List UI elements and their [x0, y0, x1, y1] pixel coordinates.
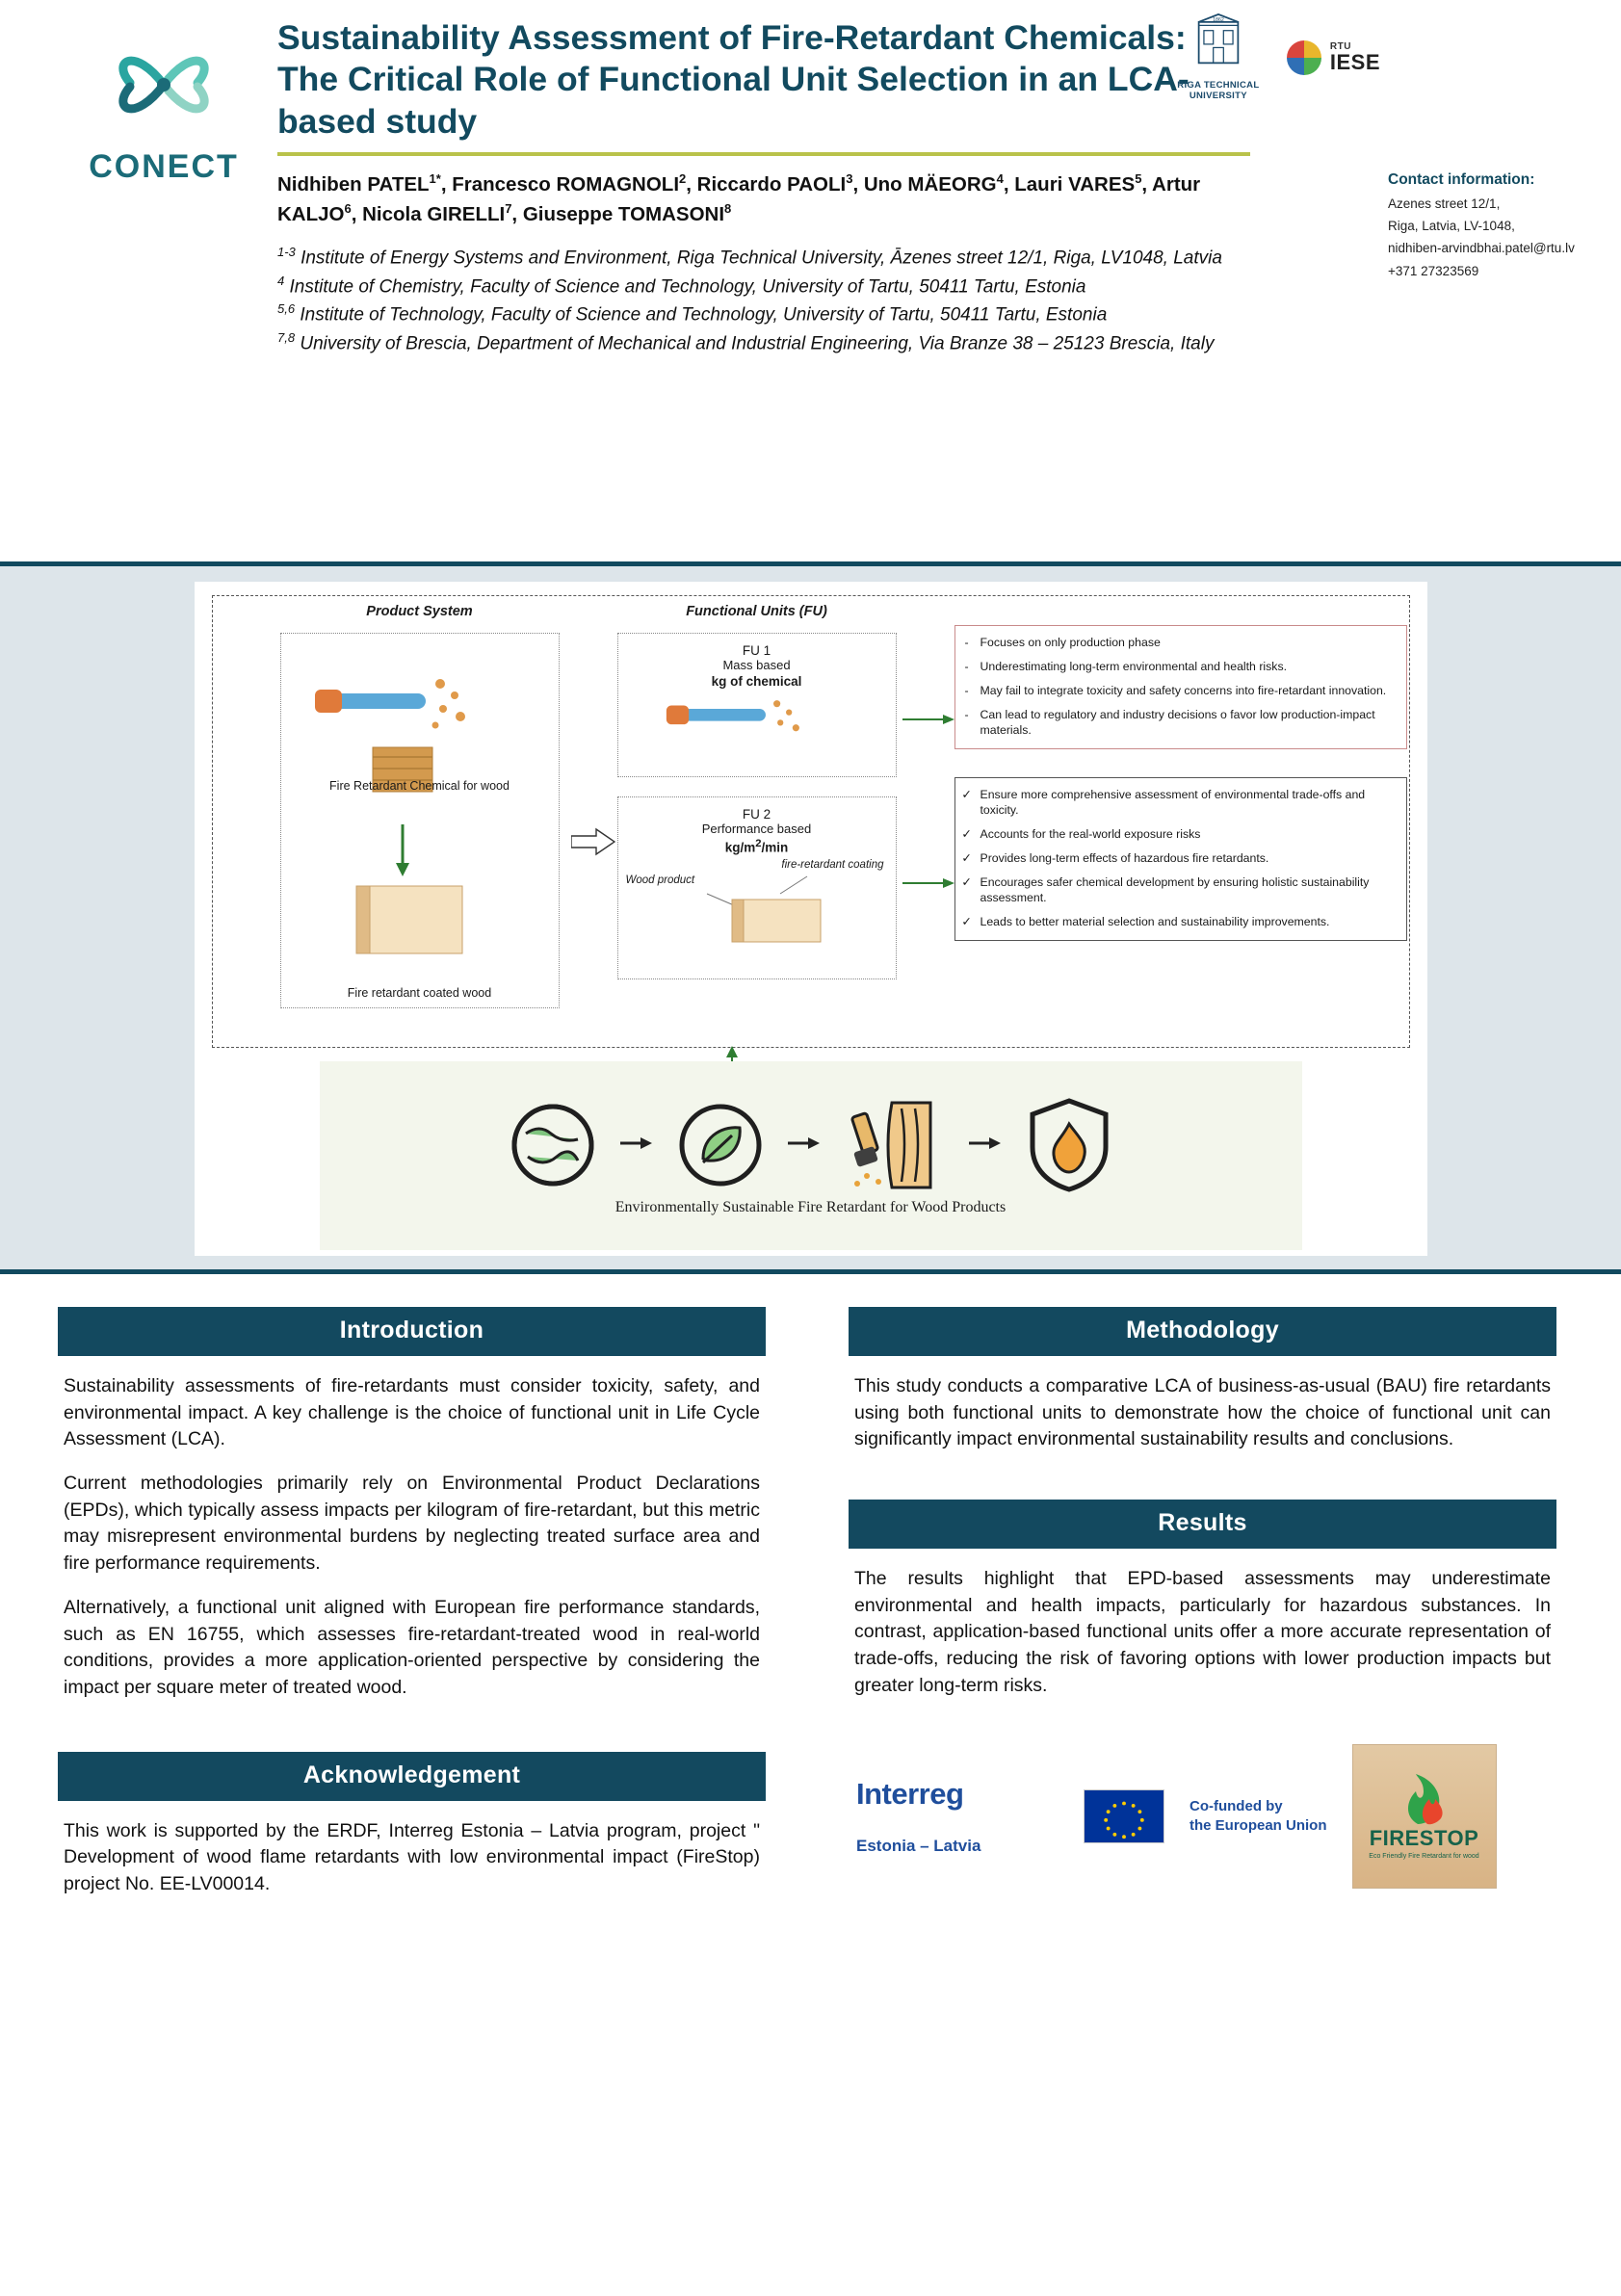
list-item: [961, 875, 1399, 906]
affiliation-text: Institute of Energy Systems and Environment, Riga Technical University, Āzenes street 12/1, Riga, LV1048, Latvia: [301, 248, 1222, 269]
affiliation-sup: 7,8: [277, 329, 296, 345]
eu-funding-text: [1190, 1797, 1327, 1835]
list-item: [961, 636, 1399, 651]
drawback-text: Can lead to regulatory and industry decisions o favor low production-impact materials.: [980, 707, 1375, 737]
brush-wood-icon: [842, 1095, 948, 1195]
list-item: [961, 788, 1399, 819]
fu2-unit: $kg/m^2/\min$: [724, 838, 789, 855]
rtu-logo: [1174, 13, 1263, 102]
check-icon: ✓: [961, 850, 972, 865]
affiliation-text: University of Brescia, Department of Mechanical and Industrial Engineering, Via Branze 38 – 25123 Brescia, Italy: [300, 333, 1215, 354]
fu1-drawbacks-box: [954, 625, 1407, 749]
check-icon: ✓: [961, 788, 972, 801]
contact-phone: +371 27323569: [1388, 263, 1479, 278]
eu-flag-icon: [1084, 1789, 1164, 1843]
section-title-introduction: Introduction: [58, 1307, 766, 1356]
drawback-text: Underestimating long-term environmental and health risks.: [980, 659, 1288, 673]
section-body-introduction: [58, 1356, 766, 1702]
contact-heading: Contact information:: [1388, 171, 1535, 188]
arrow-icon: [620, 1134, 653, 1158]
dash-icon: -: [964, 707, 969, 721]
right-column: [849, 1307, 1556, 1916]
arrow-fu2-to-pros: [902, 874, 956, 893]
flow-arrow-right: [571, 827, 615, 861]
fu1-box: [617, 633, 897, 777]
section-title-acknowledgement: Acknowledgement: [58, 1752, 766, 1801]
interreg-programme-text: Estonia – Latvia: [856, 1836, 981, 1855]
benefit-text: Ensure more comprehensive assessment of environmental trade-offs and toxicity.: [980, 788, 1366, 817]
author-list: [277, 170, 1250, 230]
interreg-logo: [856, 1777, 1059, 1856]
eu-funding-line-2: the European Union: [1190, 1816, 1327, 1834]
banner-caption: Environmentally Sustainable Fire Retardant for Wood Products: [614, 1199, 1007, 1215]
acknowledgement-section: [58, 1752, 766, 1898]
section-body-acknowledgement: [58, 1801, 766, 1898]
eu-funding-line-1: Co-funded by: [1190, 1798, 1283, 1814]
contact-address-2: Riga, Latvia, LV-1048,: [1388, 219, 1515, 234]
page-title: Sustainability Assessment of Fire-Retardant Chemicals: The Critical Role of Functional Unit Selection in an LCA-based study: [277, 18, 1190, 141]
arrow-icon: [788, 1134, 821, 1158]
affiliation-text: Institute of Technology, Faculty of Science and Technology, University of Tartu, 50411 Tartu, Estonia: [300, 304, 1108, 326]
conect-logo-text: CONECT: [89, 148, 239, 185]
section-body-results: [849, 1549, 1556, 1699]
affiliation-sup: 4: [277, 273, 285, 288]
iese-small-text: RTU: [1329, 41, 1351, 53]
rtu-logo-text: RIGA TECHNICAL UNIVERSITY: [1177, 80, 1260, 101]
funder-logos: [849, 1744, 1556, 1889]
author-list-text: Nidhiben $PATEL^{1*}$, Francesco ROMAGNOLI$^2$, Riccardo PAOLI$^3$, Uno MÄEORG$^4$, Lauri VARES$^5$, Artur KALJO$^6$, Nicola GIRELLI$^7$, Giuseppe TOMASONI$^8$: [277, 170, 1201, 226]
affiliation-item: [277, 273, 1250, 300]
iese-logo-text: [1330, 41, 1380, 73]
fu1-basis: Mass based: [722, 658, 791, 672]
iese-big-text: IESE: [1329, 50, 1380, 75]
product-system-label: [281, 778, 559, 794]
check-icon: ✓: [961, 826, 972, 841]
benefit-text: Accounts for the real-world exposure risks: [980, 826, 1201, 841]
functional-units-column: [617, 604, 897, 886]
benefit-text: Leads to better material selection and sustainability improvements.: [980, 914, 1330, 928]
affiliation-sup: 5,6: [277, 301, 296, 317]
fu2-box: [617, 796, 897, 979]
title-block: [277, 17, 1250, 357]
firestop-logo: [1352, 1744, 1497, 1889]
firestop-logo-text: FIRESTOP: [1369, 1826, 1479, 1850]
fu2-wood-label: Wood product: [625, 874, 695, 886]
spacer: [849, 1471, 1556, 1500]
figure-card: [195, 582, 1427, 1256]
left-column: [58, 1307, 766, 1916]
poster-header: [0, 0, 1621, 561]
title-divider: [277, 152, 1250, 156]
intro-paragraph-3: Alternatively, a functional unit aligned with European fire performance standards, such as EN 16755, which assesses fire-retardant-treated wood in real-world conditions, provides a more application-oriented perspective by considering the impact per square meter of treated wood.: [64, 1596, 760, 1698]
affiliation-item: [277, 244, 1250, 272]
section-body-methodology: [849, 1356, 1556, 1453]
coated-wood-label: [281, 986, 559, 1000]
iese-mark-icon: [1284, 38, 1324, 78]
coated-wood-label-text: Fire retardant coated wood: [347, 986, 492, 1000]
affiliation-item: [277, 329, 1250, 357]
affiliation-item: [277, 300, 1250, 328]
product-system-label-text: Fire Retardant Chemical for wood: [329, 779, 510, 793]
interreg-logo-text: Interreg: [856, 1776, 964, 1811]
dash-icon: -: [964, 659, 969, 673]
section-title-results: Results: [849, 1500, 1556, 1549]
intro-paragraph-1: Sustainability assessments of fire-retardants must consider toxicity, safety, and environmental impact. A key challenge is the choice of functional unit in Life Cycle Assessment (LCA).: [64, 1375, 760, 1450]
rtu-crest-icon: [1180, 13, 1257, 73]
affiliation-text: Institute of Chemistry, Faculty of Science and Technology, University of Tartu, 50411 Tartu, Estonia: [289, 275, 1086, 297]
conect-mark-icon: [96, 27, 231, 143]
product-system-illustration: [281, 634, 561, 1009]
benefit-text: Encourages safer chemical development by ensuring holistic sustainability assessment.: [980, 874, 1370, 904]
firestop-flame-icon: [1395, 1772, 1454, 1826]
section-title-methodology: Methodology: [849, 1307, 1556, 1356]
poster-body: [0, 1274, 1621, 1916]
drawback-text: May fail to integrate toxicity and safety concerns into fire-retardant innovation.: [980, 683, 1387, 697]
affiliation-sup: 1-3: [277, 245, 296, 260]
conect-logo: [58, 27, 270, 186]
product-system-box: [280, 633, 560, 1008]
affiliation-list: [277, 244, 1250, 356]
ack-paragraph-1: This work is supported by the ERDF, Interreg Estonia – Latvia program, project " Development of wood flame retardants with low environmental impact (FireStop) project No. EE-LV00014.: [64, 1819, 760, 1894]
fu2-coating-label: fire-retardant coating: [781, 858, 884, 871]
check-icon: ✓: [961, 914, 972, 928]
leaf-icon: [674, 1099, 767, 1191]
fu2-benefits-box: [954, 777, 1407, 941]
functional-units-heading: Functional Units (FU): [686, 604, 827, 619]
fire-shield-icon: [1023, 1095, 1115, 1195]
fu2-illustration: [618, 858, 898, 948]
fu2-basis: Performance based: [701, 822, 812, 836]
partner-logos: [1174, 13, 1380, 102]
contact-email: nidhiben-arvindbhai.patel@rtu.lv: [1388, 241, 1575, 256]
iese-logo: [1284, 38, 1380, 78]
benefit-text: Provides long-term effects of hazardous fire retardants.: [980, 850, 1269, 865]
fu1-unit: kg of chemical: [711, 674, 802, 689]
fu1-name: FU 1: [742, 643, 771, 658]
svg-text:1862: 1862: [1212, 16, 1224, 23]
dash-icon: -: [964, 636, 969, 649]
results-paragraph-1: The results highlight that EPD-based assessments may underestimate environmental and health impacts, particularly for hazardous substances. In contrast, application-based functional units offer a more accurate representation of trade-offs, reducing the risk of favoring options with lower production impacts but greater long-term risks.: [854, 1568, 1551, 1696]
dash-icon: -: [964, 683, 969, 697]
intro-paragraph-2: Current methodologies primarily rely on Environmental Product Declarations (EPDs), which typically assess impacts per kilogram of fire-retardant, but this metric may misrepresent environmental burdens by neglecting treated surface area and fire performance requirements.: [64, 1473, 760, 1575]
list-item: [961, 915, 1399, 930]
list-item: [961, 708, 1399, 739]
list-item: [961, 827, 1399, 843]
contact-info: [1388, 171, 1590, 285]
banner-icon-row: [507, 1095, 1115, 1195]
list-item: [961, 660, 1399, 675]
contact-address-1: Azenes street 12/1,: [1388, 196, 1501, 211]
sustainability-banner: [320, 1061, 1302, 1250]
globe-icon: [507, 1099, 599, 1191]
method-paragraph-1: This study conducts a comparative LCA of business-as-usual (BAU) fire retardants using both functional units to demonstrate how the choice of functional unit can significantly impact environmental sustainability results and conclusions.: [854, 1375, 1551, 1450]
product-system-column: [280, 604, 560, 1008]
firestop-tagline: Eco Friendly Fire Retardant for wood: [1369, 1853, 1479, 1860]
flow-diagram: [212, 595, 1410, 1048]
check-icon: ✓: [961, 874, 972, 889]
drawback-text: Focuses on only production phase: [980, 636, 1161, 649]
fu2-name: FU 2: [742, 807, 771, 822]
figure-band: [0, 561, 1621, 1274]
product-system-heading: Product System: [366, 604, 473, 619]
arrow-icon: [969, 1134, 1002, 1158]
list-item: [961, 851, 1399, 867]
fu1-illustration: [632, 691, 882, 744]
list-item: [961, 684, 1399, 699]
arrow-fu1-to-cons: [902, 710, 956, 729]
